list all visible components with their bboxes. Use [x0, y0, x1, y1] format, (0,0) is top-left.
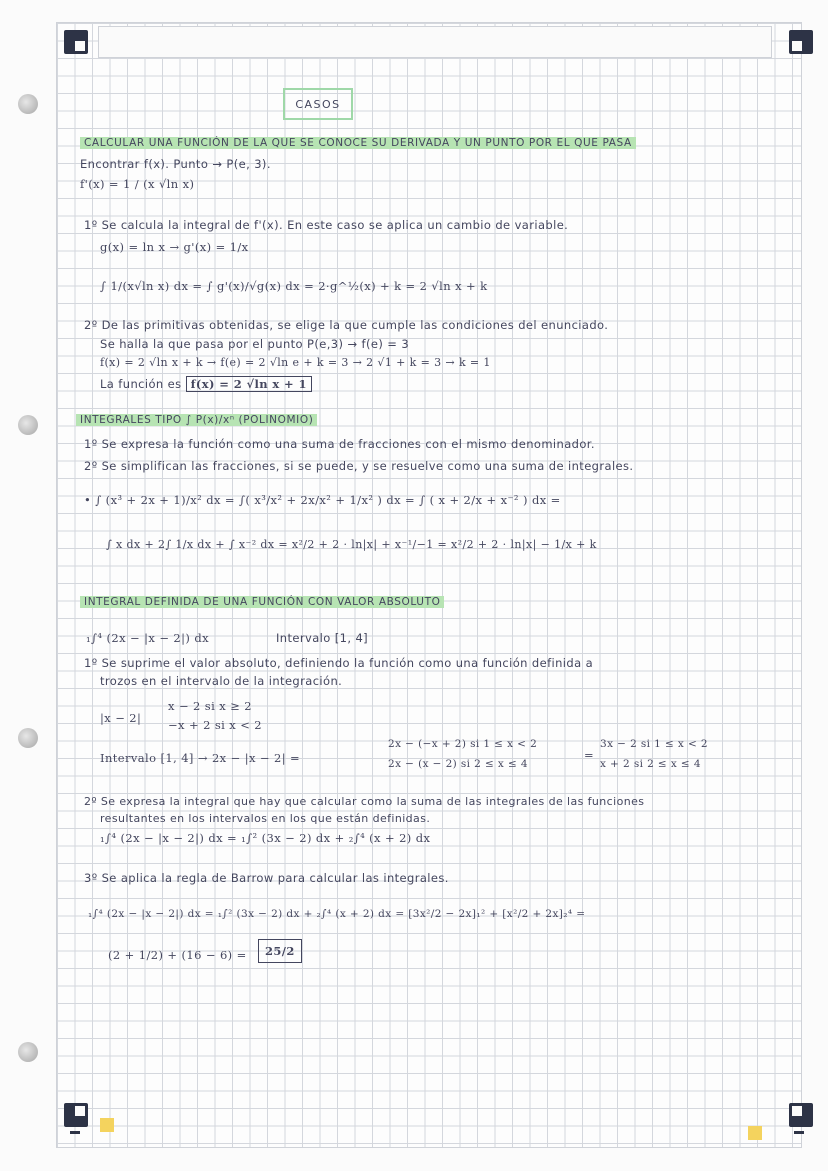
page-title: CASOS: [283, 88, 353, 120]
binder-hole-icon: [18, 728, 38, 748]
section-heading: CALCULAR UNA FUNCIÓN DE LA QUE SE CONOCE SU DERIVADA Y UN PUNTO POR EL QUE PASA: [80, 137, 636, 149]
corner-dash-icon: [70, 1131, 80, 1134]
header-strip: [98, 26, 772, 58]
binder-hole-icon: [18, 415, 38, 435]
corner-dash-icon: [794, 1131, 804, 1134]
formula: ∫ 1/(x√ln x) dx = ∫ g'(x)/√g(x) dx = 2·g^½(x) + k = 2 √ln x + k: [100, 279, 488, 293]
formula: ₁∫⁴ (2x − |x − 2|) dx = ₁∫² (3x − 2) dx + ₂∫⁴ (x + 2) dx = [3x²/2 − 2x]₁² + [x²/2 + 2x]₂⁴ =: [88, 908, 586, 920]
step-text: Se halla la que pasa por el punto P(e,3) → f(e) = 3: [100, 337, 410, 351]
formula: =: [584, 748, 595, 762]
step-text: 1º Se expresa la función como una suma de fracciones con el mismo denominador.: [84, 437, 595, 451]
corner-marker-icon: [789, 1103, 813, 1127]
step-text: 2º Se simplifican las fracciones, si se puede, y se resuelve como una suma de integrales.: [84, 459, 634, 473]
formula: (2 + 1/2) + (16 − 6) =: [108, 948, 247, 962]
formula: ₁∫⁴ (2x − |x − 2|) dx = ₁∫² (3x − 2) dx + ₂∫⁴ (x + 2) dx: [100, 831, 431, 845]
formula: ₁∫⁴ (2x − |x − 2|) dx: [86, 631, 209, 645]
formula: 2x − (x − 2) si 2 ≤ x ≤ 4: [388, 758, 528, 770]
formula: ∫ x dx + 2∫ 1/x dx + ∫ x⁻² dx = x²/2 + 2 · ln|x| + x⁻¹/−1 = x²/2 + 2 · ln|x| − 1/x + k: [106, 538, 597, 551]
formula: Intervalo [1, 4] → 2x − |x − 2| =: [100, 751, 301, 765]
formula: • ∫ (x³ + 2x + 1)/x² dx = ∫( x³/x² + 2x/x² + 1/x² ) dx = ∫ ( x + 2/x + x⁻² ) dx =: [84, 493, 561, 507]
step-text: 2º Se expresa la integral que hay que calcular como la suma de las integrales de las funciones: [84, 795, 645, 808]
corner-marker-icon: [64, 30, 88, 54]
binder-hole-icon: [18, 1042, 38, 1062]
step-text: trozos en el intervalo de la integración.: [100, 674, 343, 688]
formula: 3x − 2 si 1 ≤ x < 2: [600, 738, 709, 750]
formula: x − 2 si x ≥ 2: [168, 699, 252, 713]
step-text: 3º Se aplica la regla de Barrow para calcular las integrales.: [84, 871, 449, 885]
result-box: f(x) = 2 √ln x + 1: [186, 376, 312, 392]
corner-marker-icon: [789, 30, 813, 54]
section-heading: INTEGRAL DEFINIDA DE UNA FUNCIÓN CON VALOR ABSOLUTO: [80, 596, 444, 608]
result-label: La función es: [100, 377, 182, 391]
answer-box: 25/2: [258, 939, 302, 963]
binder-hole-icon: [18, 94, 38, 114]
formula: 2x − (−x + 2) si 1 ≤ x < 2: [388, 738, 538, 750]
step-text: 1º Se calcula la integral de f'(x). En este caso se aplica un cambio de variable.: [84, 218, 569, 232]
formula: |x − 2|: [100, 711, 142, 725]
formula: f(x) = 2 √ln x + k → f(e) = 2 √ln e + k = 3 → 2 √1 + k = 3 → k = 1: [100, 356, 491, 369]
corner-marker-icon: [64, 1103, 88, 1127]
yellow-square-icon: [100, 1118, 114, 1132]
formula: f'(x) = 1 / (x √ln x): [80, 177, 195, 191]
step-text: 2º De las primitivas obtenidas, se elige la que cumple las condiciones del enunciado.: [84, 318, 609, 332]
interval-text: Intervalo [1, 4]: [276, 631, 369, 645]
formula: g(x) = ln x → g'(x) = 1/x: [100, 240, 249, 254]
step-text: 1º Se suprime el valor absoluto, definiendo la función como una función definida a: [84, 656, 594, 670]
step-text: resultantes en los intervalos en los que están definidas.: [100, 812, 431, 825]
formula: −x + 2 si x < 2: [168, 718, 263, 732]
text-line: Encontrar f(x). Punto → P(e, 3).: [80, 157, 271, 171]
formula: x + 2 si 2 ≤ x ≤ 4: [600, 758, 701, 770]
section-heading: INTEGRALES TIPO ∫ P(x)/xⁿ (POLINOMIO): [76, 414, 317, 426]
yellow-square-icon: [748, 1126, 762, 1140]
